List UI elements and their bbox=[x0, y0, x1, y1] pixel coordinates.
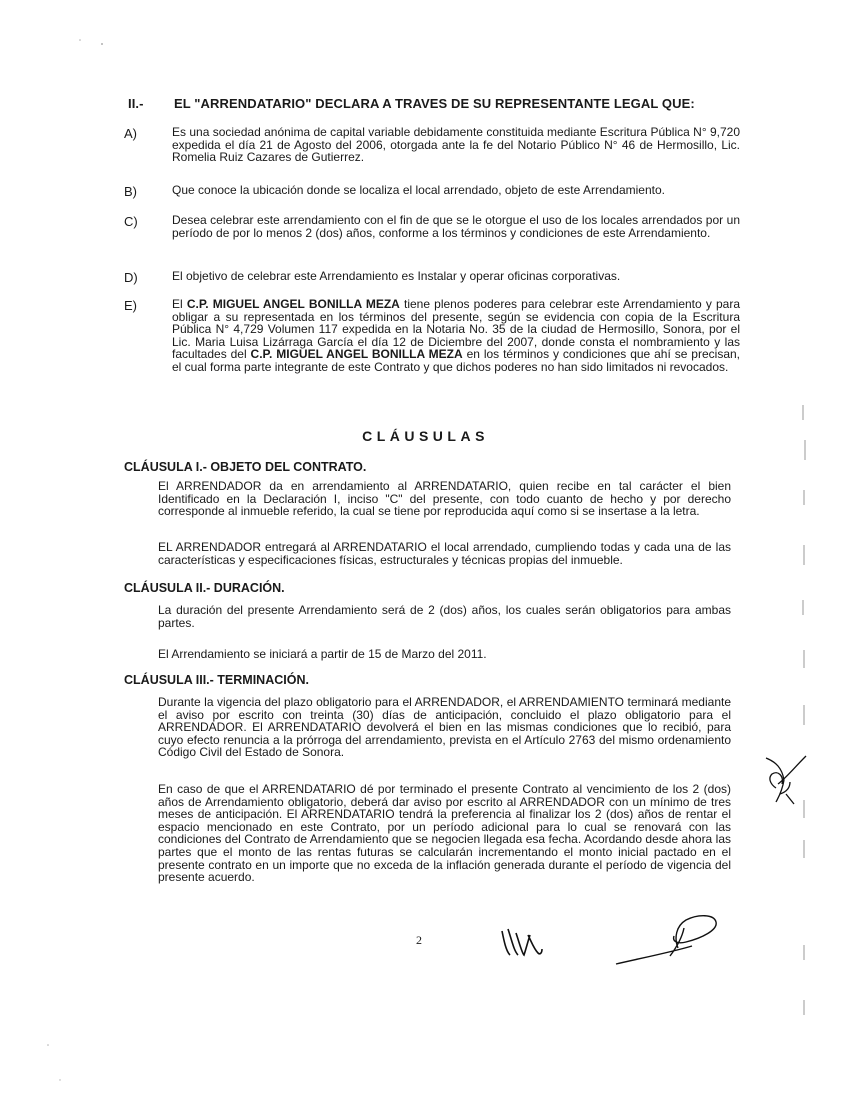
page-number: 2 bbox=[416, 933, 422, 947]
representative-name: C.P. MIGUEL ANGEL BONILLA MEZA bbox=[186, 297, 400, 311]
item-letter: D) bbox=[124, 270, 138, 285]
item-letter: A) bbox=[124, 126, 137, 141]
section-title: EL "ARRENDATARIO" DECLARA A TRAVES DE SU REPRESENTANTE LEGAL QUE: bbox=[174, 96, 695, 111]
clause-title: CLÁUSULA I.- OBJETO DEL CONTRATO. bbox=[124, 460, 367, 474]
item-letter: E) bbox=[124, 298, 137, 313]
clause-paragraph: El Arrendamiento se iniciará a partir de 15 de Marzo del 2011. bbox=[158, 647, 487, 661]
clause-paragraph: El ARRENDADOR da en arrendamiento al ARRENDATARIO, quien recibe en tal carácter el bien Identificado en la Declaración I, inciso "C" del presente, con todo cuanto de hecho y por derecho corresponde al inmueble referido, la cual se tiene por reproducida aquí como si se insertase a la letra. bbox=[158, 479, 731, 519]
representative-name: C.P. MIGUEL ANGEL BONILLA MEZA bbox=[250, 347, 463, 362]
section-number: II.- bbox=[128, 96, 144, 111]
clause-paragraph: La duración del presente Arrendamiento será de 2 (dos) años, los cuales serán obligatorios para ambas partes. bbox=[158, 603, 731, 630]
clause-title: CLÁUSULA II.- DURACIÓN. bbox=[124, 581, 285, 595]
item-text: El objetivo de celebrar este Arrendamiento es Instalar y operar oficinas corporativas. bbox=[172, 269, 621, 283]
item-text: El C.P. MIGUEL ANGEL BONILLA MEZA tiene plenos poderes para celebrar este Arrendamiento y para obligar a su representada en los términos del presente, según se evidencia con copia de la Escritura Pública N° 4,729 Volumen 117 expedida en la Notaria No. 35 de la ciudad de Hermosillo, Sonora, por el Lic. Maria Luisa Lizárraga García el día 12 de Diciembre del 2007, donde consta el nombramiento y las facultades del C.P. MIGUEL ANGEL BONILLA MEZA en los términos y condiciones que ahí se precisan, el cual forma parte integrante de este Contrato y que dichos poderes no han sido limitados ni revocados. bbox=[172, 297, 741, 374]
clause-paragraph: Durante la vigencia del plazo obligatorio para el ARRENDADOR, el ARRENDAMIENTO terminará mediante el aviso por escrito con treinta (30) días de anticipación, concluido el plazo obligatorio para el ARRENDADOR. El ARRENDATARIO devolverá el bien en las mismas condiciones que lo recibió, para cuyo efecto renuncia a la prórroga del arrendamiento, prevista en el Artículo 2763 del mismo ordenamiento Código Civil del Estado de Sonora. bbox=[158, 695, 731, 760]
clause-title: CLÁUSULA III.- TERMINACIÓN. bbox=[124, 673, 309, 687]
clause-paragraph: En caso de que el ARRENDATARIO dé por terminado el presente Contrato al vencimiento de los 2 (dos) años de Arrendamiento obligatorio, deberá dar aviso por escrito al ARRENDADOR con un mínimo de tres meses de anticipación. El ARRENDATARIO tendrá la preferencia al finalizar los 2 (dos) años de rentar el espacio mencionado en este Contrato, por un período adicional para lo cual se renovará con las condiciones del Contrato de Arrendamiento que se negocien llegada esa fecha. Acordando desde ahora las partes que el monto de las rentas futuras se calcularán incrementando el monto inicial pactado en el presente contrato en un importe que no exceda de la inflación generada durante el período de vigencia del presente acuerdo. bbox=[158, 782, 731, 885]
item-letter: B) bbox=[124, 184, 137, 199]
item-text: Que conoce la ubicación donde se localiza el local arrendado, objeto de este Arrendamiento. bbox=[172, 183, 665, 197]
clausulas-title: CLÁUSULAS bbox=[362, 428, 489, 444]
clause-paragraph: EL ARRENDADOR entregará al ARRENDATARIO el local arrendado, cumpliendo todas y cada una de las características y especificaciones físicas, estructurales y técnicas propias del inmueble. bbox=[158, 540, 731, 567]
item-letter: C) bbox=[124, 214, 138, 229]
item-text: Es una sociedad anónima de capital variable debidamente constituida mediante Escritura Pública N° 9,720 expedida el día 21 de Agosto del 2006, otorgada ante la fe del Notario Público N° 46 de Hermosillo, Lic. Romelia Ruiz Cazares de Gutierrez. bbox=[172, 125, 740, 165]
item-text: Desea celebrar este arrendamiento con el fin de que se le otorgue el uso de los locales arrendados por un período de por lo menos 2 (dos) años, conforme a los términos y condiciones de este Arrendamiento. bbox=[172, 213, 740, 240]
